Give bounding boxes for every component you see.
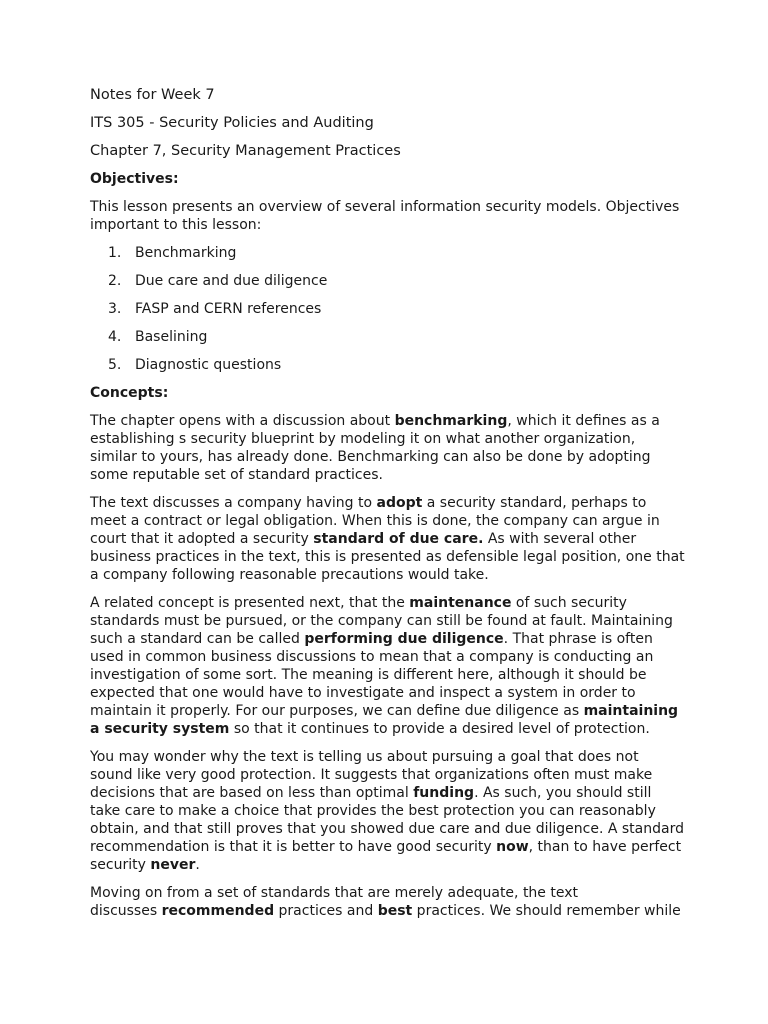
bold-term: now	[496, 839, 529, 855]
objectives-heading: Objectives:	[90, 171, 179, 187]
text-line	[90, 630, 690, 648]
text-run: discusses	[90, 903, 162, 919]
chapter-title: Chapter 7, Security Management Practices	[90, 143, 401, 159]
objectives-list	[90, 244, 690, 374]
text-run: , which it defines as a	[507, 413, 660, 429]
list-item-text: Benchmarking	[135, 245, 237, 261]
text-line: sound like very good protection. It suggests that organizations often must make	[90, 767, 653, 783]
text-run: practices and	[274, 903, 378, 919]
text-line: used in common business discussions to mean that a company is conducting an	[90, 649, 654, 665]
text-run: , than to have perfect	[528, 839, 682, 855]
text-line: This lesson presents an overview of several information security models. Objectives	[90, 199, 680, 215]
text-line: expected that one would have to investigate and inspect a system in order to	[90, 685, 636, 701]
course-title: ITS 305 - Security Policies and Auditing	[90, 115, 374, 131]
bold-term: adopt	[376, 495, 423, 511]
paragraph-due-diligence	[90, 594, 690, 738]
list-number: 5.	[108, 357, 122, 373]
text-line: You may wonder why the text is telling us about pursuing a goal that does not	[90, 749, 639, 765]
list-item-text: Diagnostic questions	[135, 357, 282, 373]
list-item-text: Baselining	[135, 329, 208, 345]
bold-term: standard of due care.	[313, 531, 484, 547]
text-line	[90, 494, 690, 512]
bold-term: recommended	[161, 903, 275, 919]
text-run: security	[90, 857, 151, 873]
bold-term: best	[377, 903, 413, 919]
paragraph-benchmarking	[90, 412, 690, 484]
document-page	[90, 86, 690, 930]
text-run: maintain it properly. For our purposes, we can define due diligence as	[90, 703, 584, 719]
text-run: As with several other	[483, 531, 637, 547]
text-run: A related concept is presented next, that the	[90, 595, 410, 611]
text-run: The text discusses a company having to	[90, 495, 377, 511]
paragraph-funding	[90, 748, 690, 874]
paragraph-best-practices	[90, 884, 690, 920]
text-run: such a standard can be called	[90, 631, 305, 647]
text-line: important to this lesson:	[90, 217, 262, 233]
bold-term: maintaining	[583, 703, 679, 719]
list-item	[90, 328, 690, 346]
text-run: a security standard, perhaps to	[422, 495, 647, 511]
text-run: practices. We should remember while	[412, 903, 681, 919]
text-line: obtain, and that still proves that you showed due care and due diligence. A standard	[90, 821, 684, 837]
text-run: The chapter opens with a discussion about	[90, 413, 395, 429]
text-line: similar to yours, has already done. Benchmarking can also be done by adopting	[90, 449, 651, 465]
text-line: a company following reasonable precautions would take.	[90, 567, 489, 583]
text-line	[90, 720, 690, 738]
text-line	[90, 412, 690, 430]
bold-term: funding	[413, 785, 475, 801]
bold-term: never	[150, 857, 196, 873]
text-line	[90, 594, 690, 612]
list-number: 3.	[108, 301, 122, 317]
list-item-text: FASP and CERN references	[135, 301, 322, 317]
paragraph-due-care	[90, 494, 690, 584]
text-run: of such security	[511, 595, 627, 611]
text-line	[90, 784, 690, 802]
text-line: meet a contract or legal obligation. When this is done, the company can argue in	[90, 513, 660, 529]
text-line	[90, 530, 690, 548]
document-title: Notes for Week 7	[90, 87, 215, 103]
text-line: investigation of some sort. The meaning is different here, although it should be	[90, 667, 647, 683]
list-number: 4.	[108, 329, 122, 345]
list-item-text: Due care and due diligence	[135, 273, 328, 289]
text-run: . That phrase is often	[503, 631, 653, 647]
bold-term: maintenance	[409, 595, 512, 611]
list-item	[90, 244, 690, 262]
bold-term: benchmarking	[394, 413, 508, 429]
bold-term: a security system	[90, 721, 230, 737]
text-line: Moving on from a set of standards that are merely adequate, the text	[90, 885, 578, 901]
bold-term: performing due diligence	[304, 631, 504, 647]
text-line	[90, 856, 690, 874]
text-line	[90, 838, 690, 856]
text-line: business practices in the text, this is presented as defensible legal position, one that	[90, 549, 685, 565]
text-run: so that it continues to provide a desired level of protection.	[229, 721, 650, 737]
list-item	[90, 356, 690, 374]
list-item	[90, 300, 690, 318]
text-line	[90, 902, 690, 920]
objectives-intro	[90, 198, 690, 234]
list-number: 2.	[108, 273, 122, 289]
text-line: some reputable set of standard practices.	[90, 467, 383, 483]
text-line: establishing s security blueprint by modeling it on what another organization,	[90, 431, 636, 447]
text-line	[90, 702, 690, 720]
list-item	[90, 272, 690, 290]
text-line: take care to make a choice that provides the best protection you can reasonably	[90, 803, 656, 819]
text-run: recommendation is that it is better to have good security	[90, 839, 497, 855]
text-line: standards must be pursued, or the company can still be found at fault. Maintaining	[90, 613, 673, 629]
text-run: . As such, you should still	[474, 785, 652, 801]
text-run: court that it adopted a security	[90, 531, 314, 547]
concepts-heading: Concepts:	[90, 385, 169, 401]
list-number: 1.	[108, 245, 122, 261]
text-run: decisions that are based on less than optimal	[90, 785, 414, 801]
text-run: .	[195, 857, 200, 873]
